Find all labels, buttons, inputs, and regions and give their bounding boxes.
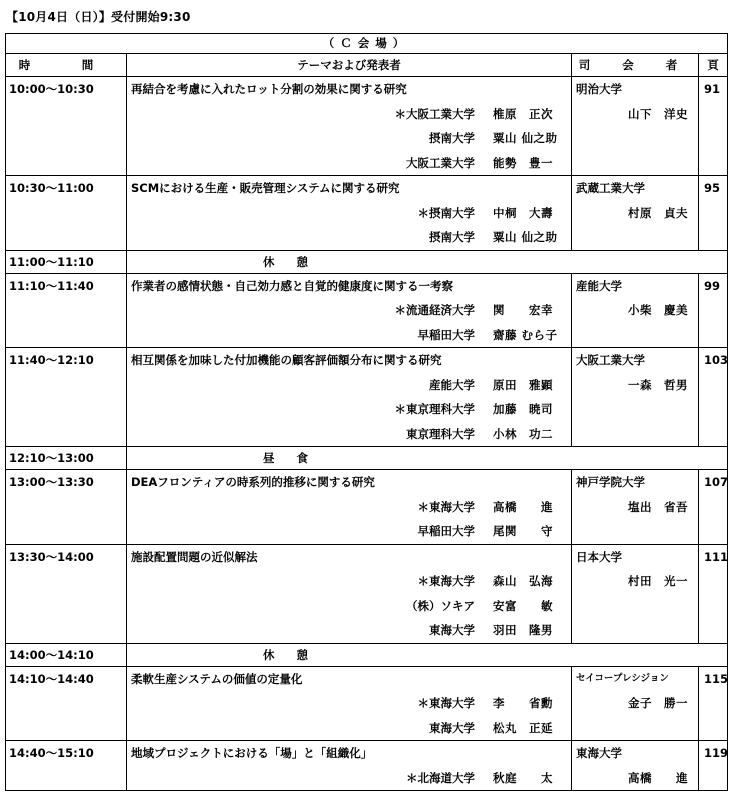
session-theme <box>127 741 572 791</box>
presenter <box>131 594 571 619</box>
presenter-affiliation: ＊東京理科大学 <box>394 402 475 416</box>
paper-title: DEAフロンティアの時系列的推移に関する研究 <box>131 475 375 489</box>
chair-affiliation: セイコープレシジョン <box>576 672 669 684</box>
presenter-name: 粟山 仙之助 <box>493 230 558 244</box>
page-number: 107 <box>699 470 728 545</box>
chair-affiliation: 明治大学 <box>576 82 622 96</box>
presenter-affiliation: ＊流通経済大学 <box>394 303 475 317</box>
col-header-chair: 司 会 者 <box>572 54 699 77</box>
chair-name: 小柴 慶美 <box>628 303 688 317</box>
chair-affiliation: 産能大学 <box>576 278 622 293</box>
session-time: 13:00〜13:30 <box>6 470 127 545</box>
page-number: 99 <box>699 273 728 348</box>
break-label: 休憩 <box>263 254 330 269</box>
session-row <box>6 77 728 176</box>
presenter-affiliation: 摂南大学 <box>429 131 475 145</box>
col-header-page: 頁 <box>699 54 728 77</box>
presenter-name: 齋藤 むら子 <box>493 327 558 342</box>
presenter <box>131 569 571 594</box>
venue-label: （Ｃ会場） <box>6 34 728 54</box>
session-chair <box>572 273 699 348</box>
session-time: 13:30〜14:00 <box>6 544 127 643</box>
session-row <box>6 273 728 348</box>
session-theme <box>127 470 572 545</box>
presenter-affiliation: 摂南大学 <box>429 230 475 244</box>
page-number: 111 <box>699 544 728 643</box>
presenter-name: 中桐 大壽 <box>493 205 553 220</box>
session-time: 14:10〜14:40 <box>6 666 127 741</box>
break-label: 昼食 <box>263 451 330 465</box>
session-chair <box>572 666 699 741</box>
presenter-name: 安富 敏 <box>493 598 553 613</box>
page-number: 91 <box>699 77 728 176</box>
presenter-name: 松丸 正延 <box>493 720 553 735</box>
session-chair <box>572 77 699 176</box>
presenter-affiliation: ＊摂南大学 <box>417 205 475 220</box>
presenter-name: 秋庭 太 <box>493 770 553 785</box>
chair-name: 高橋 進 <box>628 770 688 785</box>
presenter-name: 高橋 進 <box>493 499 553 514</box>
paper-title: 相互関係を加味した付加機能の顧客評価額分布に関する研究 <box>131 353 442 367</box>
presenter-name: 羽田 隆男 <box>493 623 553 637</box>
chair-name: 山下 洋史 <box>628 106 688 121</box>
presenter <box>131 201 571 226</box>
page-number: 95 <box>699 176 728 251</box>
session-row <box>6 470 728 545</box>
session-theme <box>127 77 572 176</box>
presenter <box>131 225 571 250</box>
presenter-affiliation: 東京理科大学 <box>406 426 475 441</box>
presenter-affiliation: 大阪工業大学 <box>406 155 475 170</box>
chair-name: 金子 勝一 <box>628 696 688 710</box>
presenter-affiliation: ＊東海大学 <box>417 499 475 514</box>
col-header-theme: テーマおよび発表者 <box>127 54 572 77</box>
break-label-cell <box>127 447 728 470</box>
break-row <box>6 643 728 666</box>
presenter <box>131 323 571 348</box>
col-header-time: 時 間 <box>6 54 127 77</box>
presenter-name: 小林 功二 <box>493 426 553 441</box>
presenter <box>131 691 571 716</box>
presenter-name: 李 省勳 <box>493 696 553 710</box>
chair-affiliation: 武蔵工業大学 <box>576 181 645 195</box>
chair-affiliation: 大阪工業大学 <box>576 353 645 367</box>
break-label-cell <box>127 250 728 273</box>
session-row <box>6 544 728 643</box>
presenter <box>131 716 571 741</box>
session-theme <box>127 273 572 348</box>
column-header-row <box>6 54 728 77</box>
session-theme <box>127 666 572 741</box>
presenter-affiliation: ＊大阪工業大学 <box>394 106 475 121</box>
break-time: 12:10〜13:00 <box>6 447 127 470</box>
session-chair <box>572 741 699 791</box>
paper-title: 施設配置問題の近似解法 <box>131 549 258 564</box>
session-time: 11:40〜12:10 <box>6 348 127 447</box>
schedule-header: 【10月4日（日）】受付開始9:30 <box>6 10 191 24</box>
break-row <box>6 250 728 273</box>
presenter-name: 関 宏幸 <box>493 303 553 317</box>
presenter <box>131 422 571 447</box>
session-time: 10:00〜10:30 <box>6 77 127 176</box>
presenter-name: 森山 弘海 <box>493 574 553 588</box>
session-chair <box>572 470 699 545</box>
break-time: 14:00〜14:10 <box>6 643 127 666</box>
presenter <box>131 102 571 127</box>
session-chair <box>572 544 699 643</box>
presenter <box>131 495 571 520</box>
venue-row <box>6 34 728 54</box>
presenter-name: 粟山 仙之助 <box>493 131 558 145</box>
chair-name: 塩出 省吾 <box>628 499 688 514</box>
session-row <box>6 666 728 741</box>
chair-name: 村田 光一 <box>628 574 688 588</box>
page-number: 115 <box>699 666 728 741</box>
session-theme <box>127 176 572 251</box>
session-time: 14:40〜15:10 <box>6 741 127 791</box>
chair-affiliation: 神戸学院大学 <box>576 475 645 489</box>
presenter <box>131 373 571 398</box>
presenter-name: 尾関 守 <box>493 524 553 538</box>
presenter-affiliation: 東海大学 <box>429 720 475 735</box>
presenter-name: 原田 雅顕 <box>493 377 553 392</box>
presenter <box>131 618 571 643</box>
presenter-affiliation: 産能大学 <box>429 377 475 392</box>
session-theme <box>127 348 572 447</box>
presenter <box>131 298 571 323</box>
session-row <box>6 176 728 251</box>
presenter <box>131 126 571 151</box>
presenter-affiliation: 早稲田大学 <box>417 327 475 342</box>
schedule-table <box>5 33 728 791</box>
page-number: 103 <box>699 348 728 447</box>
chair-affiliation: 日本大学 <box>576 549 622 564</box>
presenter <box>131 397 571 422</box>
paper-title: 再結合を考慮に入れたロット分割の効果に関する研究 <box>131 82 407 96</box>
page-number: 119 <box>699 741 728 791</box>
paper-title: 作業者の感情状態・自己効力感と自覚的健康度に関する一考察 <box>131 278 453 293</box>
presenter-affiliation: ＊東海大学 <box>417 574 475 588</box>
presenter-name: 能勢 豊一 <box>493 155 553 170</box>
presenter <box>131 519 571 544</box>
presenter-name: 加藤 暁司 <box>493 402 553 416</box>
break-row <box>6 447 728 470</box>
presenter-name: 椎原 正次 <box>493 106 553 121</box>
presenter-affiliation: 早稲田大学 <box>417 524 475 538</box>
presenter-affiliation: （株）ソキア <box>406 598 475 613</box>
session-time: 11:10〜11:40 <box>6 273 127 348</box>
chair-affiliation: 東海大学 <box>576 746 622 760</box>
presenter <box>131 151 571 176</box>
presenter <box>131 766 571 791</box>
paper-title: 地域プロジェクトにおける「場」と「組織化」 <box>131 746 373 760</box>
paper-title: 柔軟生産システムの価値の定量化 <box>131 671 303 686</box>
session-chair <box>572 348 699 447</box>
break-label-cell <box>127 643 728 666</box>
presenter-affiliation: ＊東海大学 <box>417 696 475 710</box>
paper-title: SCMにおける生産・販売管理システムに関する研究 <box>131 181 400 195</box>
session-chair <box>572 176 699 251</box>
session-row <box>6 348 728 447</box>
presenter-affiliation: 東海大学 <box>429 623 475 637</box>
break-label: 休憩 <box>263 647 330 662</box>
presenter-affiliation: ＊北海道大学 <box>406 770 475 785</box>
session-time: 10:30〜11:00 <box>6 176 127 251</box>
chair-name: 一森 哲男 <box>628 377 688 392</box>
session-row <box>6 741 728 791</box>
chair-name: 村原 貞夫 <box>628 205 688 220</box>
session-theme <box>127 544 572 643</box>
break-time: 11:00〜11:10 <box>6 250 127 273</box>
